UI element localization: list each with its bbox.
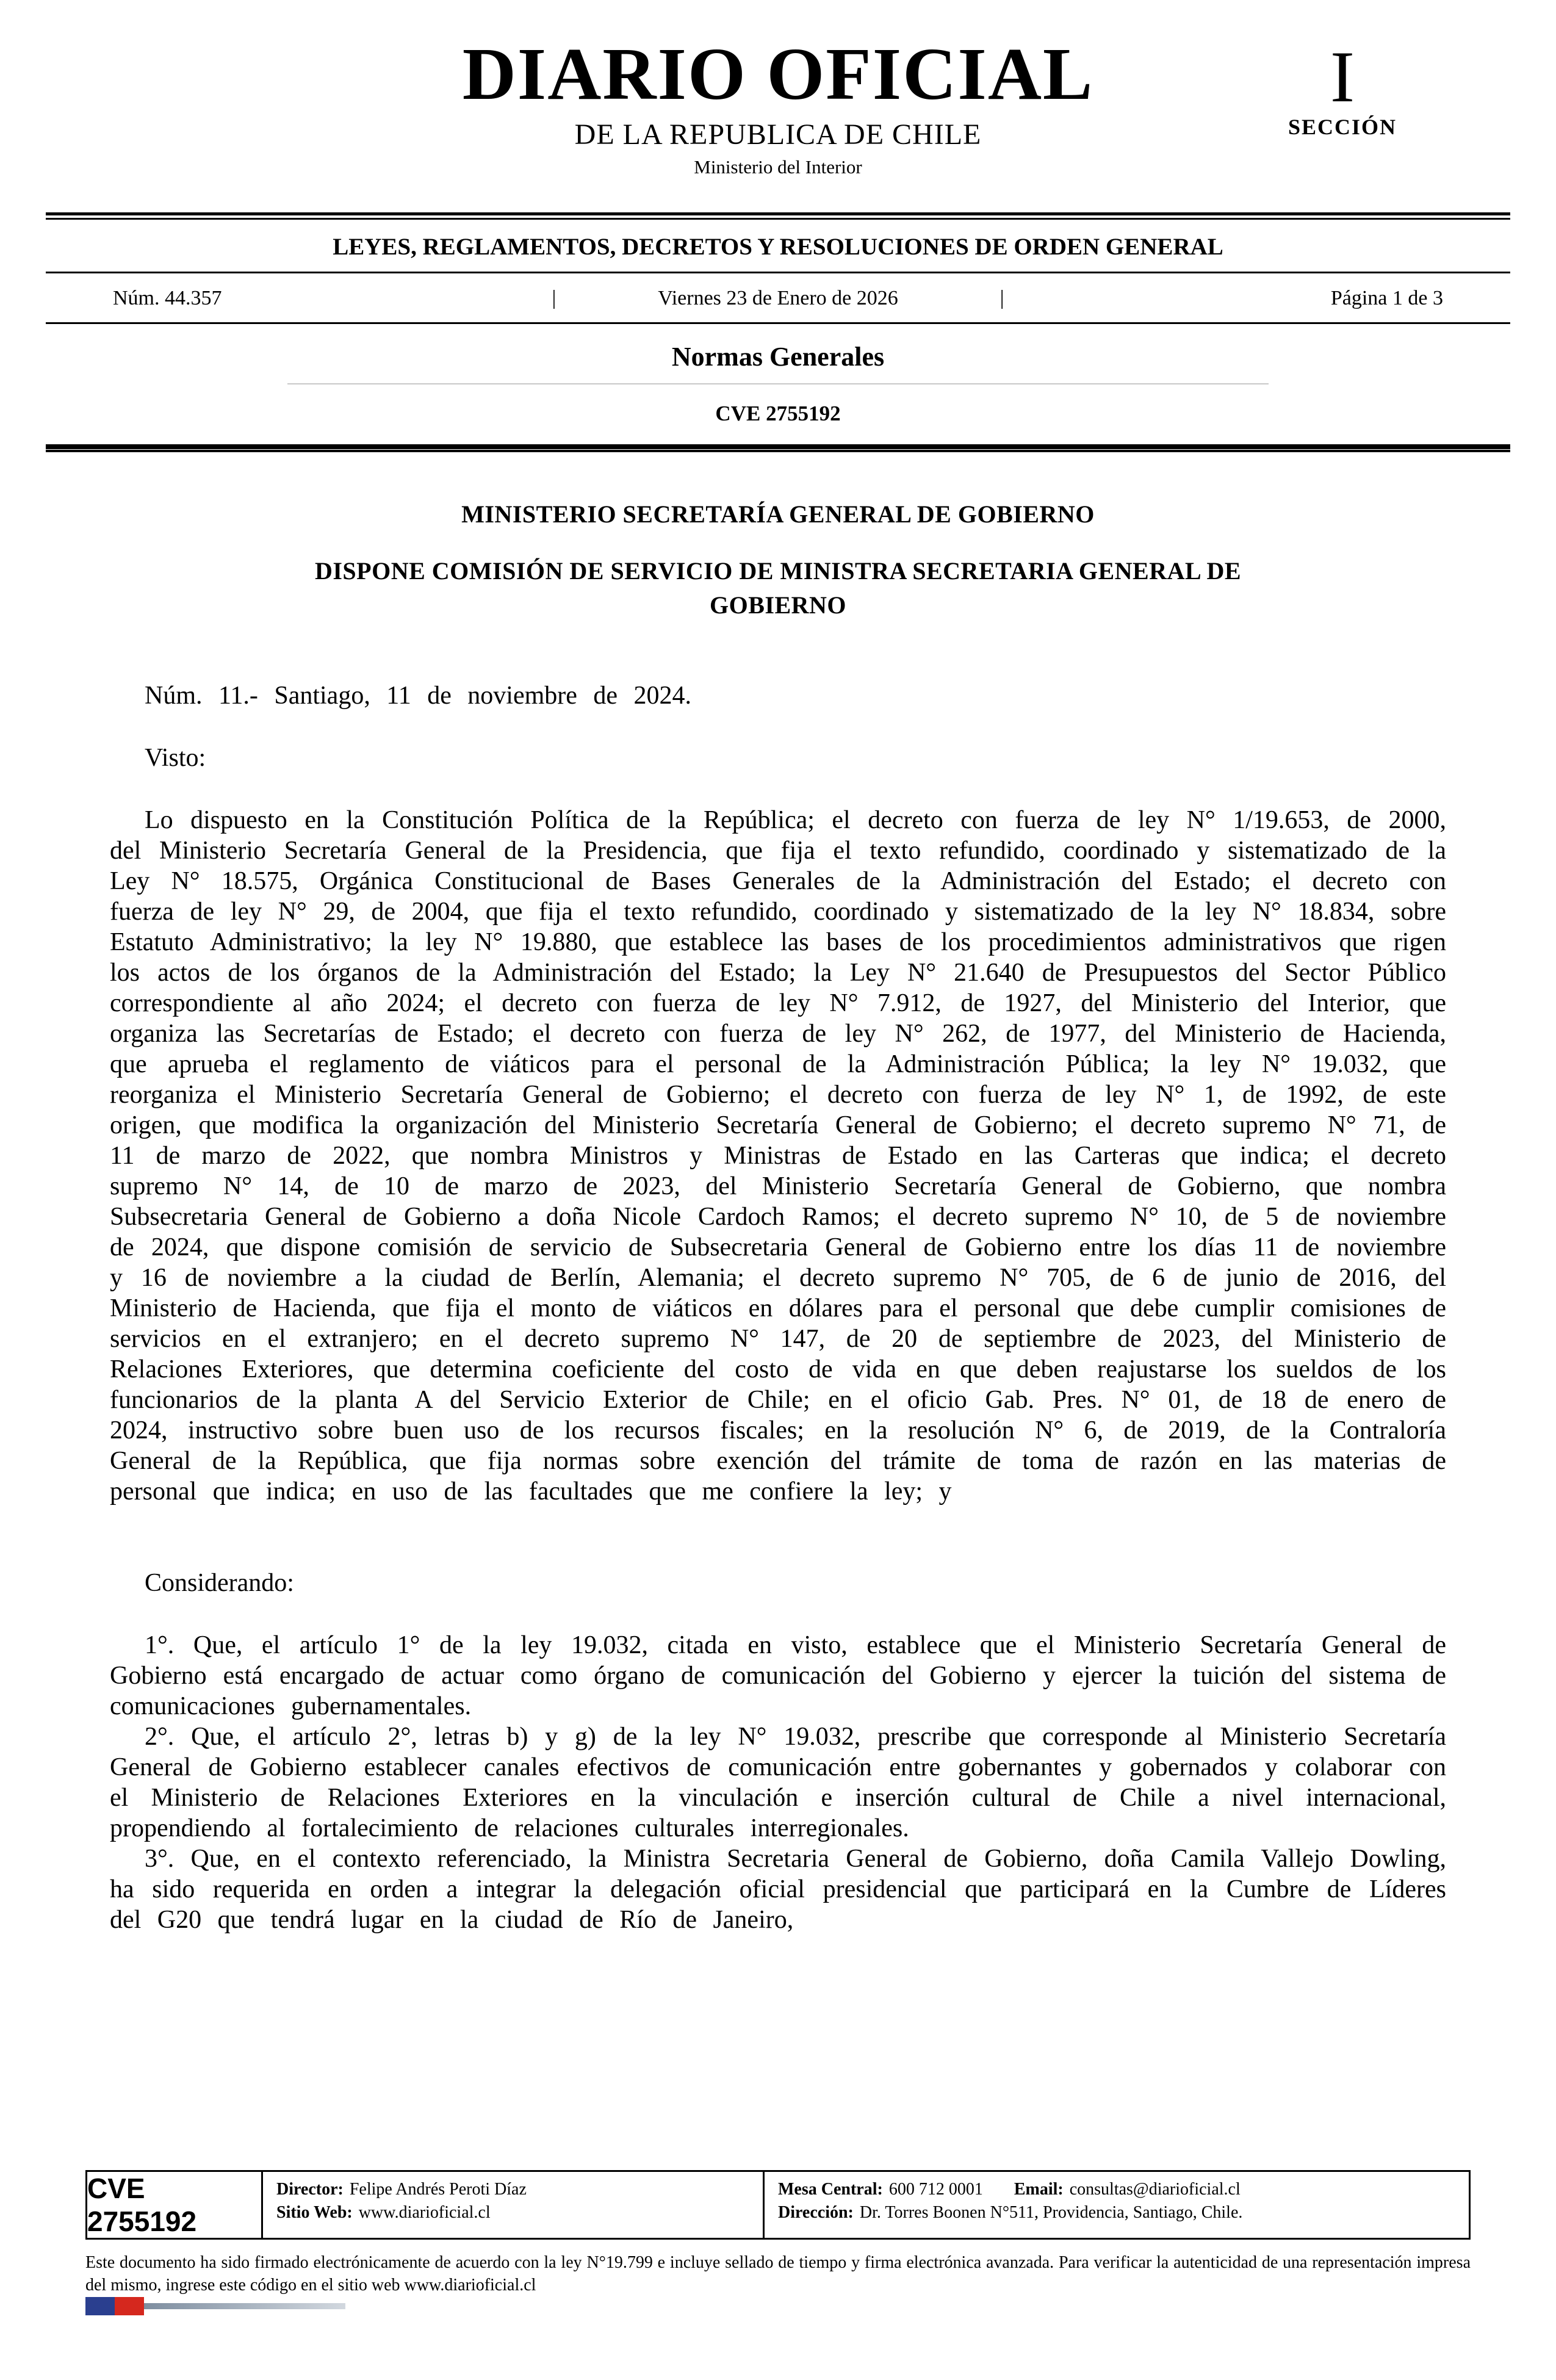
heavy-divider: [46, 444, 1510, 452]
flag-red-icon: [115, 2297, 144, 2315]
section-numeral: I: [1330, 36, 1355, 117]
director-line: [276, 2178, 749, 2201]
phone-email-line: [778, 2178, 1455, 2201]
visto-paragraph: Lo dispuesto en la Constitución Política de la República; el decreto con fuerza de ley N° 1/19.653, de 2000, del Ministerio Secretaría General de la Presidencia, que fija el texto refundido, coordinado y sistematizado de la Ley N° 18.575, Orgánica Constitucional de Bases Generales de la Administración del Estado; el decreto con fuerza de ley N° 29, de 2004, que fija el texto refundido, coordinado y sistematizado de la ley N° 18.834, sobre Estatuto Administrativo; la ley N° 19.880, que establece las bases de los procedimientos administrativos que rigen los actos de los órganos de la Administración del Estado; la Ley N° 21.640 de Presupuestos del Sector Público correspondiente al año 2024; el decreto con fuerza de ley N° 7.912, de 1927, del Ministerio del Interior, que organiza las Secretarías de Estado; el decreto con fuerza de ley N° 262, de 1977, del Ministerio de Hacienda, que aprueba el reglamento de viáticos para el personal de la Administración Pública; la ley N° 19.032, que reorganiza el Ministerio Secretaría General de Gobierno; el decreto con fuerza de ley N° 1, de 1992, de este origen, que modifica la organización del Ministerio Secretaría General de Gobierno; el decreto supremo N° 71, de 11 de marzo de 2022, que nombra Ministros y Ministras de Estado en las Carteras que indica; el decreto supremo N° 14, de 10 de marzo de 2023, del Ministerio Secretaría General de Gobierno, que nombra Subsecretaria General de Gobierno a doña Nicole Cardoch Ramos; el decreto supremo N° 10, de 5 de noviembre de 2024, que dispone comisión de servicio de Subsecretaria General de Gobierno entre los días 11 de noviembre y 16 de noviembre a la ciudad de Berlín, Alemania; el decreto supremo N° 705, de 6 de junio de 2016, del Ministerio de Hacienda, que fija el monto de viáticos en dólares para el personal que debe cumplir comisiones de servicios en el extranjero; en el decreto supremo N° 147, de 20 de septiembre de 2023, del Ministerio de Relaciones Exteriores, que determina coeficiente del costo de vida en que deben reajustarse los sueldos de los funcionarios de la planta A del Servicio Exterior de Chile; en el oficio Gab. Pres. N° 01, de 18 de enero de 2024, instructivo sobre buen uso de los recursos fiscales; en la resolución N° 6, de 2019, de la Contraloría General de la República, que fija normas sobre exención del trámite de toma de razón en las materias de personal que indica; en uso de las facultades que me confiere la ley; y: [110, 806, 1446, 1506]
decree-body: [46, 500, 1510, 1935]
vertical-separator: |: [552, 287, 556, 309]
decree-number-line: Núm. 11.- Santiago, 11 de noviembre de 2024.: [145, 682, 691, 710]
visto-label: Visto:: [145, 744, 206, 772]
divider-under-info: [46, 322, 1510, 324]
email-value: consultas@diarioficial.cl: [1069, 2180, 1241, 2199]
section-label: SECCIÓN: [1288, 115, 1397, 139]
address-line: [778, 2201, 1455, 2224]
category-heading: Normas Generales: [671, 342, 885, 372]
website-line: [276, 2201, 749, 2224]
footer-info-box: [85, 2170, 1471, 2240]
masthead-ministry-line: Ministerio del Interior: [694, 156, 862, 178]
email-label: Email:: [1014, 2180, 1064, 2199]
legal-notice: Este documento ha sido firmado electrónicamente de acuerdo con la ley N°19.799 e incluye sellado de tiempo y firma electrónica avanzada. Para verificar la autenticidad de una representación impresa del mismo, ingrese este código en el sitio web www.diarioficial.cl: [85, 2253, 1471, 2295]
chile-flag-mark: [85, 2297, 345, 2315]
director-name: Felipe Andrés Peroti Díaz: [349, 2180, 527, 2199]
considerando-item: 2°. Que, el artículo 2°, letras b) y g) de la ley N° 19.032, prescribe que corresponde al Ministerio Secretaría General de Gobierno establecer canales efectivos de comunicación entre gobernantes y gobernados y colaborar con el Ministerio de Relaciones Exteriores en la vinculación e inserción cultural de Chile a nivel internacional, propendiendo al fortalecimiento de relaciones culturales interregionales.: [110, 1723, 1446, 1842]
footer-contact-cell: [765, 2172, 1469, 2238]
masthead-title: DIARIO OFICIAL: [462, 33, 1094, 115]
issue-info-row: [46, 273, 1510, 322]
considerando-item: 3°. Que, en el contexto referenciado, la Ministra Secretaria General de Gobierno, doña Camila Vallejo Dowling, ha sido requerida en orden a integrar la delegación oficial presidencial que participará en la Cumbre de Líderes del G20 que tendrá lugar en la ciudad de Río de Janeiro,: [110, 1845, 1446, 1934]
website-value: www.diarioficial.cl: [358, 2202, 491, 2222]
phone-label: Mesa Central:: [778, 2180, 883, 2199]
address-value: Dr. Torres Boonen N°511, Providencia, Santiago, Chile.: [859, 2202, 1243, 2222]
footer-director-cell: [261, 2172, 765, 2238]
phone-value: 600 712 0001: [888, 2180, 983, 2199]
director-label: Director:: [276, 2180, 344, 2199]
section-block: [1266, 36, 1419, 140]
ministry-heading: MINISTERIO SECRETARÍA GENERAL DE GOBIERNO: [461, 500, 1095, 528]
issue-number: Núm. 44.357: [113, 287, 222, 309]
issue-date: Viernes 23 de Enero de 2026: [658, 287, 898, 309]
masthead: [46, 34, 1510, 178]
page-footer: [85, 2170, 1471, 2297]
decree-title: DISPONE COMISIÓN DE SERVICIO DE MINISTRA SECRETARIA GENERAL DE GOBIERNO: [314, 557, 1242, 619]
considerando-label: Considerando:: [145, 1569, 294, 1597]
address-label: Dirección:: [778, 2202, 854, 2222]
masthead-subtitle: DE LA REPUBLICA DE CHILE: [574, 118, 982, 151]
category-divider: [287, 383, 1269, 384]
flag-blue-icon: [85, 2297, 115, 2315]
page-indicator: Página 1 de 3: [1330, 287, 1443, 309]
cve-heading: CVE 2755192: [715, 402, 841, 425]
flag-trail-line: [144, 2303, 345, 2309]
masthead-divider: [46, 212, 1510, 220]
vertical-separator: |: [1000, 287, 1004, 309]
website-label: Sitio Web:: [276, 2202, 353, 2222]
considerando-item: 1°. Que, el artículo 1° de la ley 19.032, citada en visto, establece que el Ministerio Secretaría General de Gobierno está encargado de actuar como órgano de comunicación del Gobierno y ejercer la tuición del sistema de comunicaciones gubernamentales.: [110, 1631, 1446, 1720]
general-order-heading: LEYES, REGLAMENTOS, DECRETOS Y RESOLUCIONES DE ORDEN GENERAL: [333, 234, 1223, 260]
footer-cve: CVE 2755192: [87, 2173, 197, 2237]
